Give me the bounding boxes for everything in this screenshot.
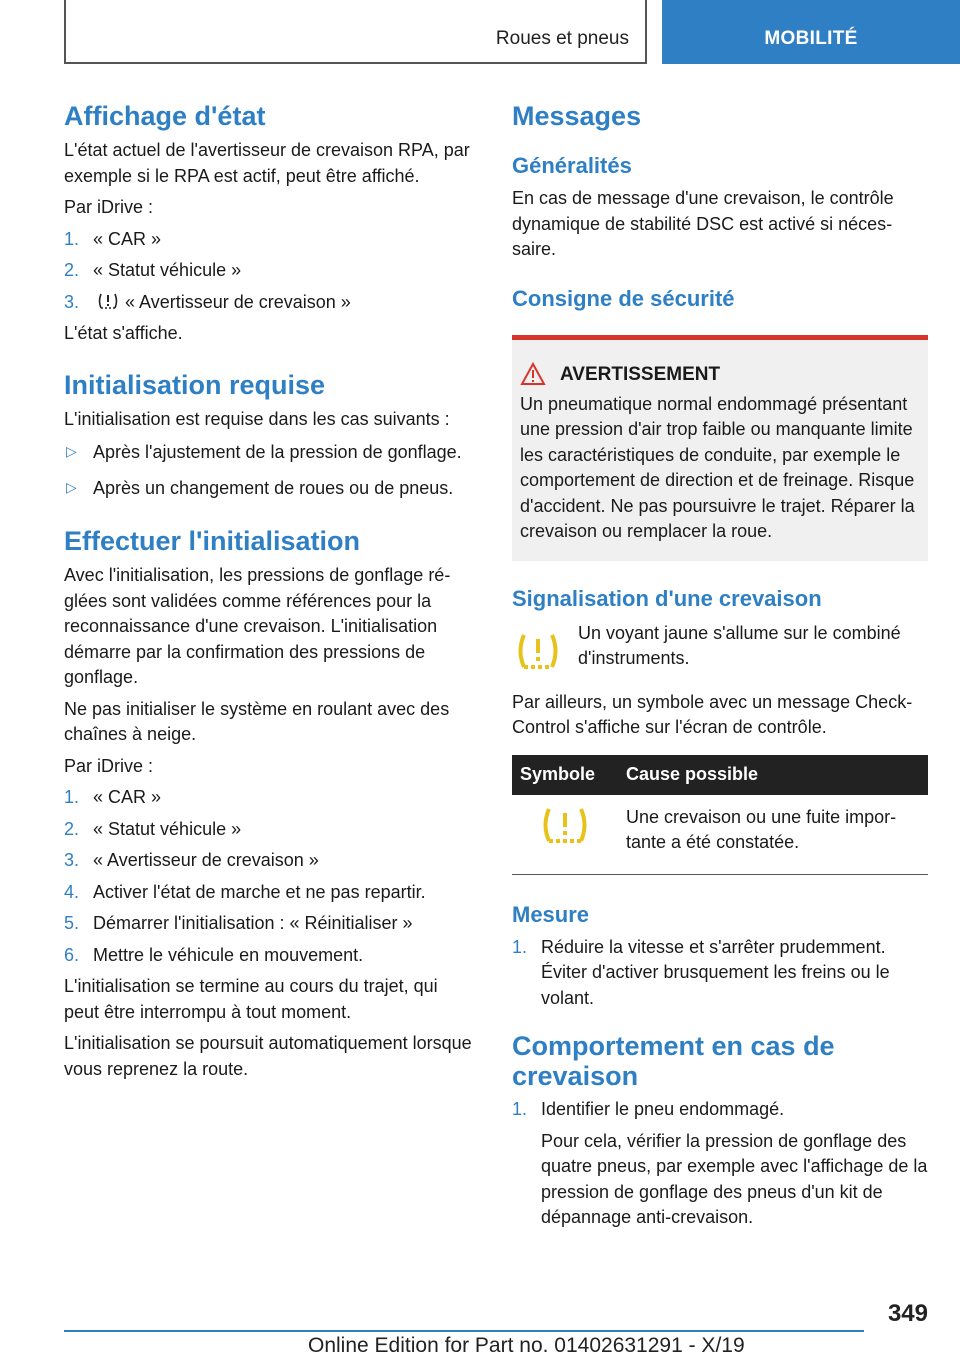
- perform-p4: L'initialisation se poursuit automatiquement lorsque vous reprenez la route.: [64, 1033, 472, 1079]
- perform-p2: Ne pas initialiser le système en roulant avec des chaînes à neige.: [64, 698, 450, 744]
- behavior-sub: Pour cela, vérifier la pression de gonflage des quatre pneus, par exemple avec l'affichage de la pression de gonflage des pneus d'un kit de dépannage anti-crevaison.: [541, 1130, 928, 1227]
- footer-edition: Online Edition for Part no. 01402631291 - X/19: [308, 1334, 745, 1357]
- status-steps: [64, 227, 476, 316]
- list-item: ▷ Après un changement de roues ou de pneus.: [66, 477, 454, 498]
- left-column: [64, 100, 476, 1082]
- general-text: En cas de message d'une crevaison, le contrôle dynamique de stabilité DSC est activé si nécessaire.: [512, 188, 894, 259]
- measure-steps: [512, 935, 928, 1012]
- table-row: [512, 795, 928, 875]
- status-idrive: Par iDrive :: [64, 197, 154, 217]
- status-result: L'état s'affiche.: [64, 323, 183, 343]
- status-heading: Affichage d'état: [64, 101, 266, 131]
- perform-p1: Avec l'initialisation, les pressions de gonflage réglées sont validées comme références pour la reconnaissance d'une crevaison. L'initialisation démarre par la confirmation des pressions de gonflage.: [64, 565, 451, 687]
- behavior-steps: [512, 1097, 928, 1123]
- tire-pressure-warning-lamp-icon: [516, 631, 560, 671]
- tire-pressure-symbol-icon: [540, 805, 590, 845]
- lamp-text: Un voyant jaune s'allume sur le combiné d'instruments.: [578, 622, 901, 668]
- list-item: 6. Mettre le véhicule en mouvement.: [64, 944, 364, 965]
- chapter-title: MOBILITÉ: [764, 28, 858, 49]
- warning-label: AVERTISSEMENT: [560, 363, 721, 385]
- list-item: 1. Réduire la vitesse et s'arrêter prudemment. Éviter d'activer brusquement les freins ou le volant.: [512, 936, 890, 1008]
- required-bullets: [64, 440, 476, 501]
- perform-heading: Effectuer l'initialisation: [64, 526, 360, 556]
- list-item: 4. Activer l'état de marche et ne pas repartir.: [64, 881, 426, 902]
- table-header-cause: Cause possible: [618, 755, 928, 795]
- header-section-box: [64, 0, 647, 64]
- list-item: ▷ Après l'ajustement de la pression de gonflage.: [66, 442, 462, 462]
- signal-text: Par ailleurs, un symbole avec un message Check-Control s'affiche sur l'écran de contrôle.: [512, 691, 913, 737]
- safety-heading: Consigne de sécurité: [512, 285, 735, 311]
- symbol-table: [512, 755, 928, 875]
- required-heading: Initialisation requise: [64, 369, 326, 400]
- table-header-symbol: Symbole: [512, 755, 618, 795]
- list-item: 3. « Avertisseur de crevaison »: [64, 291, 351, 312]
- warning-triangle-icon: [520, 362, 546, 386]
- list-item: 2. « Statut véhicule »: [64, 260, 242, 280]
- warning-box: [512, 335, 928, 561]
- tire-pressure-icon: [97, 291, 119, 311]
- perform-p3: L'initialisation se termine au cours du trajet, qui peut être interrompu à tout moment.: [64, 976, 438, 1022]
- list-item: 1. « CAR »: [64, 228, 162, 249]
- behavior-heading: Comportement en cas de crevaison: [512, 1031, 835, 1091]
- page-number: 349: [887, 1300, 928, 1327]
- header-chapter-box: [662, 0, 960, 64]
- measure-heading: Mesure: [512, 901, 590, 927]
- list-item: 1. « CAR »: [64, 787, 162, 807]
- list-item: 1. Identifier le pneu endommagé.: [512, 1099, 785, 1119]
- right-column: [512, 100, 928, 1231]
- general-heading: Généralités: [512, 153, 632, 178]
- signal-heading: Signalisation d'une crevaison: [512, 585, 822, 611]
- table-cause: Une crevaison ou une fuite importante a été constatée.: [618, 795, 928, 875]
- perform-idrive: Par iDrive :: [64, 755, 154, 776]
- messages-heading: Messages: [512, 101, 642, 131]
- status-intro: L'état actuel de l'avertisseur de crevaison RPA, par exemple si le RPA est actif, peut être affiché.: [64, 140, 470, 186]
- warning-text: Un pneumatique normal endommagé présentant une pression d'air trop faible ou manquante limite les caractéristiques de conduite, par exemple le comportement de direction et de freinage. Risque d'accident. Ne pas poursuivre le trajet. Réparer la crevaison ou remplacer la roue.: [520, 393, 915, 541]
- section-title: Roues et pneus: [495, 28, 629, 49]
- lamp-row: [512, 621, 928, 672]
- required-intro: L'initialisation est requise dans les cas suivants :: [64, 408, 450, 429]
- footer-rule: [64, 1330, 864, 1332]
- perform-steps: [64, 785, 476, 968]
- list-item: 5. Démarrer l'initialisation : « Réinitialiser »: [64, 913, 413, 933]
- list-item: 3. « Avertisseur de crevaison »: [64, 850, 319, 870]
- list-item: 2. « Statut véhicule »: [64, 818, 242, 839]
